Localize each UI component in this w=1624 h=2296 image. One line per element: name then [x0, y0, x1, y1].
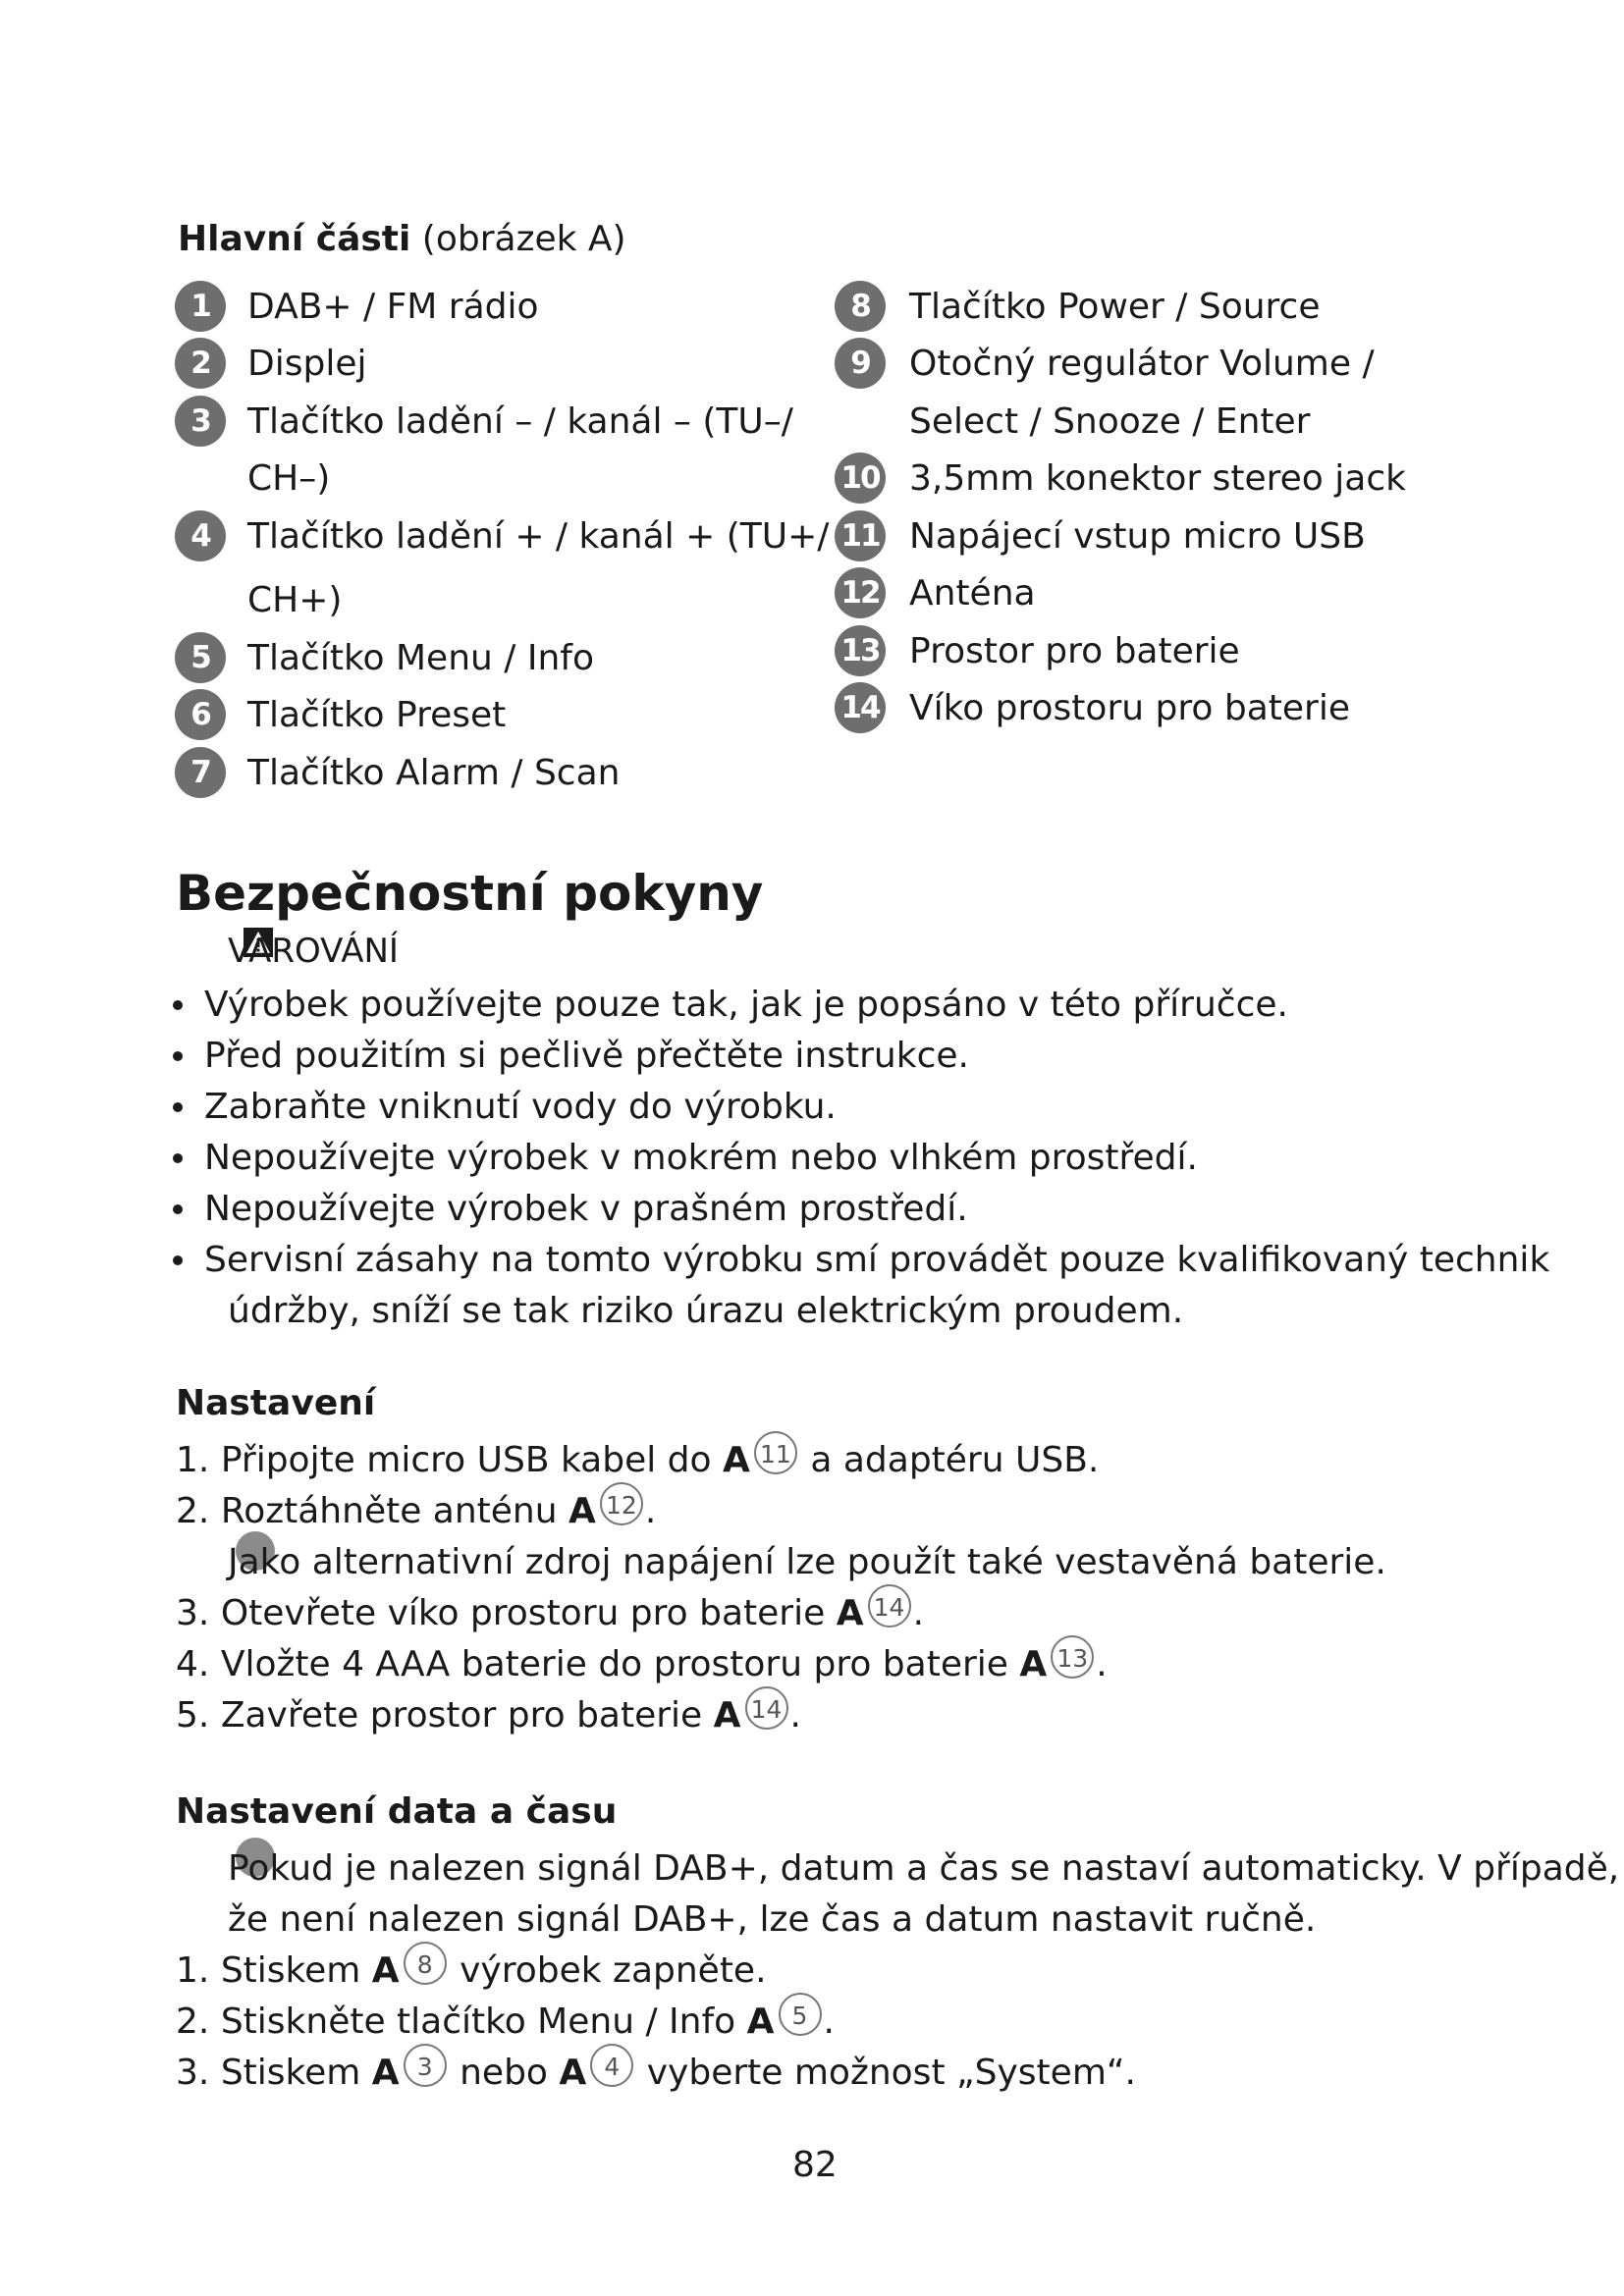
step-number: 3. — [176, 1593, 210, 1633]
safety-bullet-2: Před použitím si pečlivě přečtěte instrukce. — [204, 1036, 969, 1076]
part-label-2: Displej — [247, 344, 367, 384]
part-badge-9: 9 — [835, 338, 886, 389]
part-badge-13: 13 — [835, 625, 886, 676]
datetime-step-3 — [176, 2052, 1136, 2095]
callout-ref: 14 — [868, 1584, 911, 1628]
step-text-end: . — [1096, 1644, 1108, 1684]
callout-ref: 14 — [745, 1686, 788, 1730]
part-badge-14: 14 — [835, 682, 886, 733]
part-label-10: 3,5mm konektor stereo jack — [909, 458, 1406, 499]
safety-bullet-6-cont: údržby, sníží se tak riziko úrazu elektrickým proudem. — [228, 1291, 1184, 1331]
callout-ref: 3 — [404, 2044, 447, 2087]
datetime-step-1 — [176, 1949, 767, 1993]
part-label-4-cont: CH+) — [247, 580, 343, 620]
datetime-note-line-1: Pokud je nalezen signál DAB+, datum a čas se nastaví automaticky. V případě, — [228, 1848, 1620, 1889]
part-label-7: Tlačítko Alarm / Scan — [247, 753, 621, 793]
setup-title: Nastavení — [176, 1383, 376, 1423]
main-parts-title: Hlavní části — [178, 219, 411, 259]
step-text: Vložte 4 AAA baterie do prostoru pro baterie — [220, 1644, 1008, 1684]
datetime-note-line-2: že není nalezen signál DAB+, lze čas a datum nastavit ručně. — [228, 1899, 1317, 1940]
callout-ref: 13 — [1051, 1635, 1094, 1679]
part-label-5: Tlačítko Menu / Info — [247, 638, 594, 678]
part-badge-10: 10 — [835, 453, 886, 504]
step-text: Stiskem — [220, 2053, 361, 2093]
part-label-9: Otočný regulátor Volume / — [909, 344, 1375, 384]
bullet-dot-4 — [173, 1153, 183, 1163]
step-text-end: a adaptéru USB. — [810, 1440, 1100, 1480]
step-text-end: . — [823, 2002, 835, 2042]
main-parts-subtitle: (obrázek A) — [421, 219, 626, 259]
part-badge-3: 3 — [175, 396, 226, 447]
figure-ref: A — [568, 1491, 596, 1531]
step-number: 5. — [176, 1695, 210, 1735]
part-label-12: Anténa — [909, 573, 1036, 614]
figure-ref: A — [713, 1695, 741, 1735]
setup-step-3 — [176, 1592, 924, 1635]
bullet-dot-6 — [173, 1255, 183, 1265]
setup-step-2 — [176, 1490, 656, 1533]
step-text: Roztáhněte anténu — [220, 1491, 558, 1531]
part-badge-1: 1 — [175, 281, 226, 332]
page-number: 82 — [792, 2145, 838, 2185]
setup-step-5 — [176, 1694, 801, 1737]
part-label-9-cont: Select / Snooze / Enter — [909, 401, 1311, 442]
setup-step-4 — [176, 1643, 1108, 1686]
callout-ref: 11 — [754, 1431, 797, 1474]
part-label-3: Tlačítko ladění – / kanál – (TU–/ — [247, 401, 793, 442]
part-badge-7: 7 — [175, 747, 226, 798]
bullet-dot-3 — [173, 1102, 183, 1112]
bullet-dot-2 — [173, 1051, 183, 1061]
step-text: Zavřete prostor pro baterie — [220, 1695, 703, 1735]
part-badge-4: 4 — [175, 510, 226, 561]
figure-ref: A — [371, 2053, 400, 2093]
step-text: Připojte micro USB kabel do — [220, 1440, 712, 1480]
figure-ref: A — [746, 2002, 775, 2042]
part-badge-5: 5 — [175, 632, 226, 683]
setup-step-1 — [176, 1439, 1099, 1482]
bullet-dot-5 — [173, 1204, 183, 1214]
figure-ref: A — [723, 1440, 750, 1480]
callout-ref: 4 — [590, 2044, 633, 2087]
step-number: 3. — [176, 2053, 210, 2093]
datetime-step-2 — [176, 2001, 835, 2044]
step-text-end: . — [789, 1695, 801, 1735]
step-text-end: vyberte možnost „System“. — [646, 2053, 1136, 2093]
part-label-1: DAB+ / FM rádio — [247, 287, 539, 327]
step-text: Otevřete víko prostoru pro baterie — [220, 1593, 826, 1633]
part-badge-12: 12 — [835, 567, 886, 618]
callout-ref: 12 — [600, 1482, 643, 1525]
safety-bullet-6: Servisní zásahy na tomto výrobku smí provádět pouze kvalifikovaný technik — [204, 1240, 1550, 1280]
step-number: 1. — [176, 1440, 210, 1480]
part-badge-11: 11 — [835, 510, 886, 561]
part-badge-6: 6 — [175, 689, 226, 740]
step-text: Stiskem — [220, 1950, 361, 1991]
step-text-mid: nebo — [460, 2053, 548, 2093]
part-badge-2: 2 — [175, 338, 226, 389]
main-parts-heading — [178, 218, 626, 261]
safety-bullet-4: Nepoužívejte výrobek v mokrém nebo vlhkém prostředí. — [204, 1138, 1198, 1178]
datetime-title: Nastavení data a času — [176, 1791, 618, 1832]
safety-bullet-5: Nepoužívejte výrobek v prašném prostředí. — [204, 1189, 968, 1229]
figure-ref: A — [371, 1950, 400, 1991]
step-number: 2. — [176, 2002, 210, 2042]
part-label-8: Tlačítko Power / Source — [909, 287, 1321, 327]
step-text-end: . — [912, 1593, 925, 1633]
part-label-6: Tlačítko Preset — [247, 695, 507, 735]
part-label-11: Napájecí vstup micro USB — [909, 516, 1366, 557]
step-text-end: výrobek zapněte. — [460, 1950, 767, 1991]
setup-note: Jako alternativní zdroj napájení lze použít také vestavěná baterie. — [228, 1542, 1386, 1582]
bullet-dot-1 — [173, 1000, 183, 1010]
step-text-end: . — [644, 1491, 657, 1531]
part-label-13: Prostor pro baterie — [909, 631, 1240, 671]
safety-title: Bezpečnostní pokyny — [176, 865, 764, 922]
step-number: 4. — [176, 1644, 210, 1684]
part-label-14: Víko prostoru pro baterie — [909, 688, 1350, 728]
safety-bullet-3: Zabraňte vniknutí vody do výrobku. — [204, 1087, 837, 1127]
callout-ref: 8 — [404, 1942, 447, 1985]
figure-ref: A — [559, 2053, 587, 2093]
part-label-4: Tlačítko ladění + / kanál + (TU+/ — [247, 516, 830, 557]
part-label-3-cont: CH–) — [247, 458, 331, 499]
step-number: 2. — [176, 1491, 210, 1531]
warning-label: VAROVÁNÍ — [228, 932, 399, 971]
step-number: 1. — [176, 1950, 210, 1991]
figure-ref: A — [1019, 1644, 1048, 1684]
callout-ref: 5 — [779, 1993, 822, 2036]
safety-bullet-1: Výrobek používejte pouze tak, jak je popsáno v této příručce. — [204, 985, 1288, 1025]
figure-ref: A — [836, 1593, 864, 1633]
part-badge-8: 8 — [835, 281, 886, 332]
step-text: Stiskněte tlačítko Menu / Info — [220, 2002, 736, 2042]
